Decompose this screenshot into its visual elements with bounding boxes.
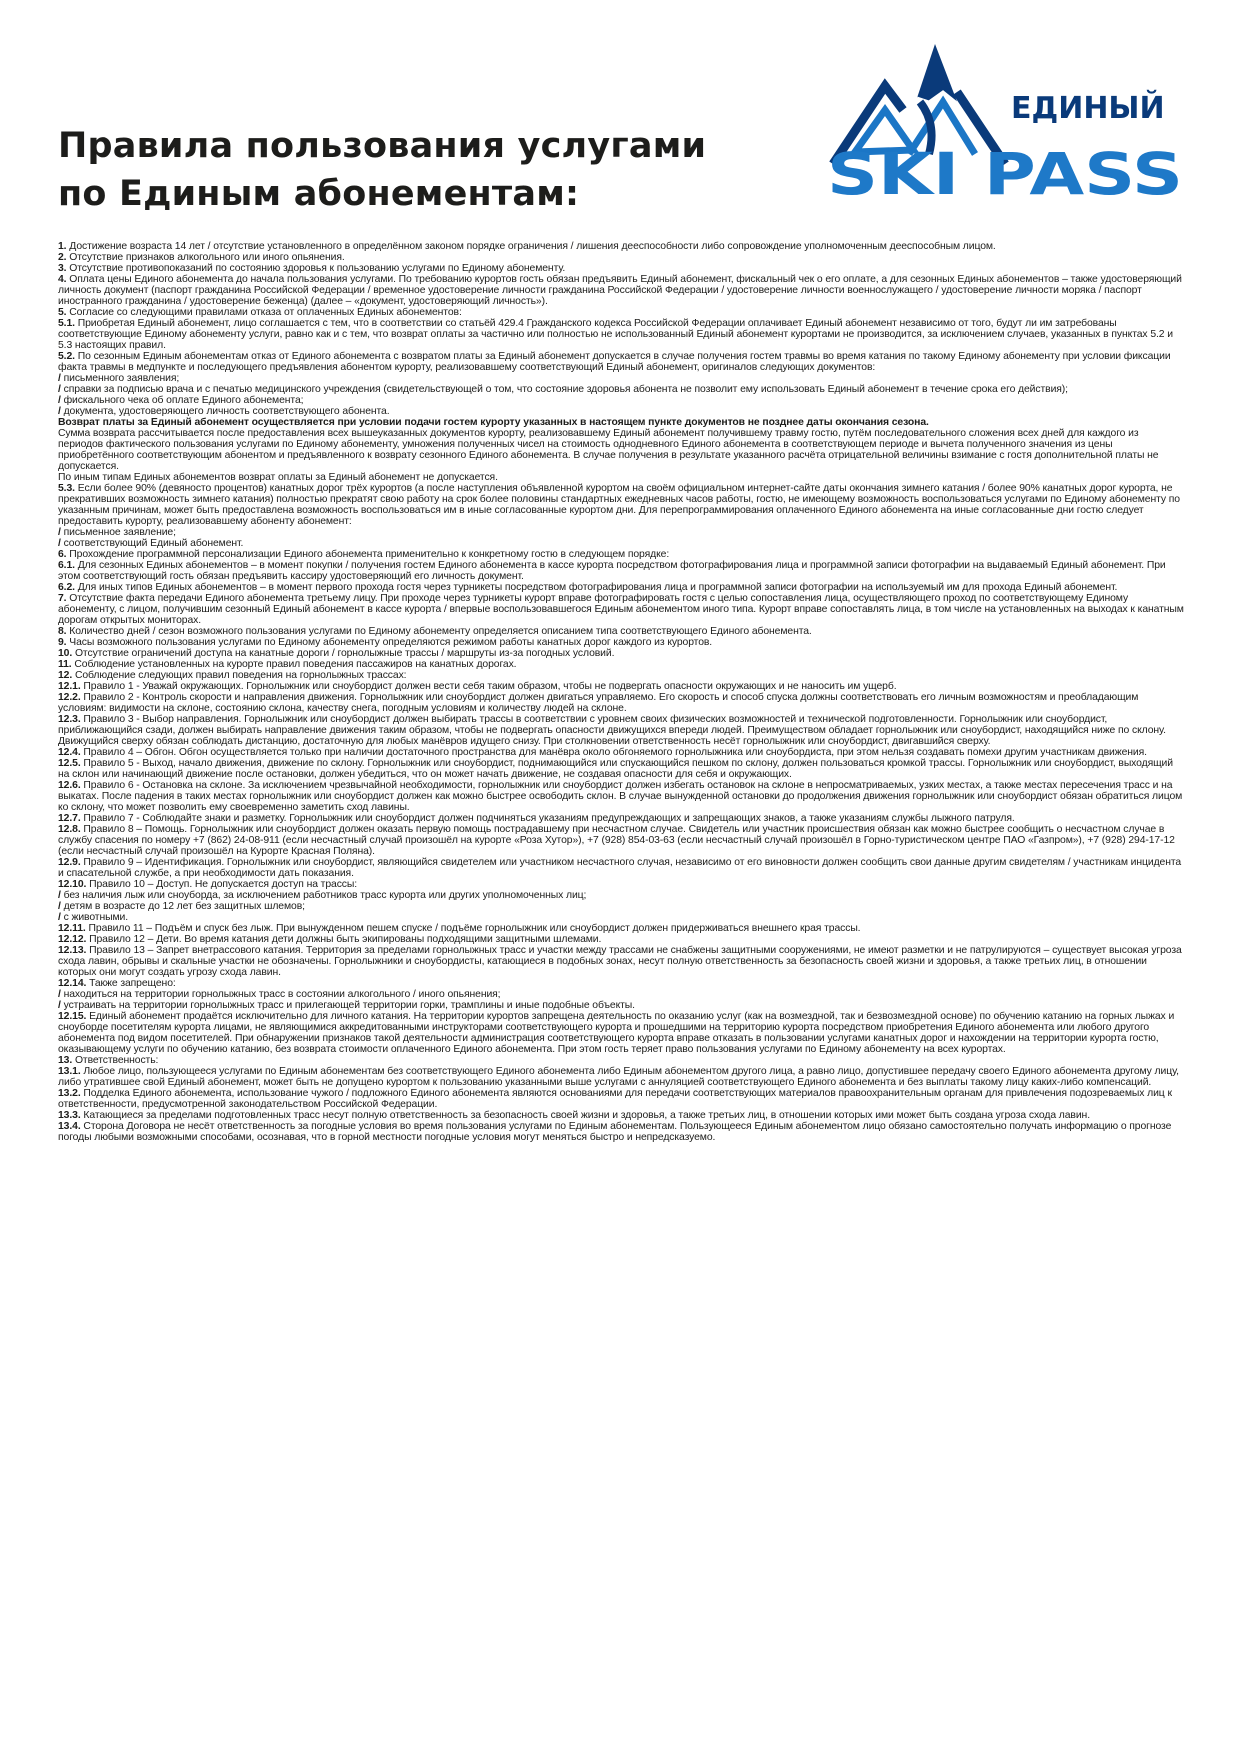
rule-text: Возврат платы за Единый абонемент осуществляется при условии подачи гостем курорту указанных в настоящем пункте документов не позднее даты окончания сезона. (58, 417, 929, 428)
rule-item (58, 307, 1186, 318)
rule-item (58, 318, 1186, 351)
rule-number: 12.1. (58, 681, 81, 692)
rule-item (58, 483, 1186, 527)
rule-item (58, 923, 1186, 934)
rule-text: соответствующий Единый абонемент. (63, 538, 244, 549)
rule-item (58, 527, 1186, 538)
logo-top-word: ЕДИНЫЙ (1011, 91, 1165, 126)
rule-text: Правило 12 – Дети. Во время катания дети должны быть экипированы подходящими защитными шлемами. (89, 934, 602, 945)
rule-number: 12.6. (58, 780, 81, 791)
rule-item (58, 670, 1186, 681)
rule-item (58, 989, 1186, 1000)
rule-number: 5. (58, 307, 67, 318)
rule-text: Прохождение программной персонализации Единого абонемента применительно к конкретному гостю в следующем порядке: (69, 549, 670, 560)
rule-text: Также запрещено: (89, 978, 176, 989)
rule-number: 8. (58, 626, 67, 637)
rule-number: 12. (58, 670, 73, 681)
rule-number: 6.1. (58, 560, 75, 571)
rule-text: Отсутствие ограничений доступа на канатные дороги / горнолыжные трассы / маршруты из-за погодных условий. (74, 648, 615, 659)
rule-item (58, 582, 1186, 593)
rule-text: Правило 6 - Остановка на склоне. За исключением чрезвычайной необходимости, горнолыжник или сноубордист должен избегать остановок на склоне в непросматриваемых, узких местах, а также местах пересечения трасс и на выкатах. После падения в таких местах горнолыжник или сноубордист должен как можно быстрее освободить склон. В случае вынужденной остановки до продолжения движения горнолыжник или сноубордист обязан обратиться лицом ко склону, что может позволить ему своевременно заметить сход лавины. (58, 780, 1183, 813)
rule-item (58, 263, 1186, 274)
rule-item (58, 373, 1186, 384)
rule-text: Ответственность: (74, 1055, 159, 1066)
rule-item (58, 1121, 1186, 1143)
rule-text: письменного заявления; (63, 373, 180, 384)
rule-number: 13. (58, 1055, 73, 1066)
rule-number: / (58, 406, 61, 417)
rule-item (58, 747, 1186, 758)
rule-text: справки за подписью врача и с печатью медицинского учреждения (свидетельствующей о том, что состояние здоровья абонента не позволит ему использовать Единый абонемент в течение срока его действия); (63, 384, 1068, 395)
rule-number: / (58, 890, 61, 901)
rule-item (58, 879, 1186, 890)
rule-item (58, 593, 1186, 626)
rule-number: 12.7. (58, 813, 81, 824)
rule-number: 9. (58, 637, 67, 648)
rule-number: / (58, 538, 61, 549)
rule-number: 6.2. (58, 582, 75, 593)
rule-text: По сезонным Единым абонементам отказ от Единого абонемента с возвратом платы за Единый абонемент допускается в случае получения гостем травмы во время катания по такому Единому абонементу при условии фиксации факта травмы в медпункте и последующего предъявления абонентом курорту, реализовавшему соответствующий Единый абонемент, оригиналов следующих документов: (58, 351, 1171, 373)
rule-number: 5.2. (58, 351, 75, 362)
rule-text: Согласие со следующими правилами отказа от оплаченных Единых абонементов: (69, 307, 462, 318)
rule-item (58, 406, 1186, 417)
rule-text: без наличия лыж или сноуборда, за исключением работников трасс курорта или других уполномоченных лиц; (63, 890, 587, 901)
rule-number: / (58, 373, 61, 384)
rule-text: Если более 90% (девяносто процентов) канатных дорог трёх курортов (а после наступления объявленной курортом на своём официальном интернет-сайте даты окончания зимнего катания / более 90% канатных дорог курорта, не прекративших возможность зимнего катания) полностью прекратят свою работу на срок более половины стандартных ежедневных часов работы, гостю, не имеющему возможность воспользоваться услугами по Единому абонементу по указанным причинам, может быть предоставлена возможность воспользоваться им в иные согласованные курортом дни. Для перепрограммирования оплаченного Единого абонемента на иные согласованные дни гостю следует предоставить курорту, реализовавшему абоненту абонемент: (58, 483, 1180, 527)
rule-item (58, 1011, 1186, 1055)
rule-number: 13.3. (58, 1110, 81, 1121)
rule-text: Правило 13 – Запрет внетрассового катания. Территория за пределами горнолыжных трасс и участки между трассами не снабжены защитными сооружениями, не имеют разметки и не патрулируются – существует высокая угроза схода лавин, обрывы и скальные участки не обозначены. Горнолыжники и сноубордисты, катающиеся в подобных зонах, несут полную ответственность за безопасность своей жизни и здоровья, а также третьих лиц, в отношении которых они могут создать угрозу схода лавин. (58, 945, 1182, 978)
rule-item (58, 912, 1186, 923)
rule-text: Правило 9 – Идентификация. Горнолыжник или сноубордист, являющийся свидетелем или участником несчастного случая, независимо от его виновности должен сообщить свои данные другим свидетелям / участникам инцидента и спасательной службе, а при необходимости дать показания. (58, 857, 1182, 879)
logo-main-word: SKI PASS (827, 140, 1183, 208)
rules-list (58, 241, 1186, 1143)
rule-text: Часы возможного пользования услугами по Единому абонементу определяются режимом работы канатных дорог каждого из курортов. (69, 637, 713, 648)
rule-item (58, 714, 1186, 747)
title-line-1: Правила пользования услугами (58, 126, 707, 166)
rule-item (58, 758, 1186, 780)
rule-text: Достижение возраста 14 лет / отсутствие установленного в определённом законом порядке ограничения / лишения дееспособности либо сопровождение уполномоченным дееспособным лицом. (69, 241, 996, 252)
rule-item (58, 417, 1186, 428)
rule-item (58, 1088, 1186, 1110)
rule-text: Приобретая Единый абонемент, лицо соглашается с тем, что в соответствии со статьёй 429.4 Гражданского кодекса Российской Федерации оплачивает Единый абонемент независимо от того, будут ли им затребованы соответствующие Единому абонементу услуги, равно как и с тем, что возврат оплаты за частично или полностью не использованный Единый абонемент курортами не производится, за исключением случаев, указанных в пунктах 5.2 и 5.3 настоящих правил. (58, 318, 1173, 351)
rule-number: 12.4. (58, 747, 81, 758)
rule-item (58, 626, 1186, 637)
rule-text: Правило 4 – Обгон. Обгон осуществляется только при наличии достаточного пространства для манёвра около обгоняемого горнолыжника или сноубордиста, при этом нельзя создавать помехи другим участникам движения. (83, 747, 1147, 758)
rule-number: / (58, 527, 61, 538)
rule-number: 12.15. (58, 1011, 87, 1022)
rule-item (58, 538, 1186, 549)
rule-text: Оплата цены Единого абонемента до начала пользования услугами. По требованию курортов гость обязан предъявить Единый абонемент, фискальный чек о его оплате, а для сезонных Единых абонементов – также удостоверяющий личность документ (паспорт гражданина Российской Федерации / временное удостоверение личности гражданина Российской Федерации / удостоверение личности военнослужащего / удостоверение личности моряка / паспорт иностранного гражданина / удостоверение беженца) (далее – «документ, удостоверяющий личность»). (58, 274, 1182, 307)
rule-number: 12.10. (58, 879, 87, 890)
rule-item (58, 934, 1186, 945)
rule-number: 12.2. (58, 692, 81, 703)
rule-text: Катающиеся за пределами подготовленных трасс несут полную ответственность за безопасность своей жизни и здоровья, а также третьих лиц, в отношении которых ими может быть создана угроза схода лавин. (83, 1110, 1090, 1121)
rule-text: Подделка Единого абонемента, использование чужого / подложного Единого абонемента являются основаниями для передачи соответствующих материалов правоохранительным органам для привлечения подозреваемых лиц к ответственности, предусмотренной законодательством Российской Федерации. (58, 1088, 1172, 1110)
rule-text: Единый абонемент продаётся исключительно для личного катания. На территории курортов запрещена деятельность по оказанию услуг (как на возмездной, так и безвозмездной основе) по обучению катанию на горных лыжах и сноуборде посетителям курорта лицами, не являющимися аккредитованными инструкторами соответствующего курорта и прошедшими на территорию курорта посредством приобретения Единого абонемента или любого другого абонемента под видом посетителей. При обнаружении признаков такой деятельности администрация соответствующего курорта вправе отказать в пользовании услугами канатных дорог и нахождении на территории курорта гостю, оказывающему услуги по обучению катанию, без возврата стоимости оплаченного Единого абонемента. При этом гость теряет право пользования услугами по Единому абонементу на всех курортах. (58, 1011, 1175, 1055)
rule-text: Любое лицо, пользующееся услугами по Единым абонементам без соответствующего Единого абонемента либо Единым абонементом другого лица, а равно лицо, допустившее передачу своего Единого абонемента другому лицу, либо утратившее свой Единый абонемент, может быть не допущено курортом к пользованию указанными выше услугами с аннуляцией соответствующего Единого абонемента и без выплаты такому лицу каких-либо компенсаций. (58, 1066, 1179, 1088)
rule-text: Правило 8 – Помощь. Горнолыжник или сноубордист должен оказать первую помощь пострадавшему при несчастном случае. Свидетель или участник происшествия обязан как можно быстрее сообщить о несчастном случае в службу спасения по номеру +7 (862) 24-08-911 (если несчастный случай произошёл на курорте «Роза Хутор»), +7 (928) 854-03-63 (если несчастный случай произошёл в Горно-туристическом центре ПАО «Газпром»), +7 (928) 294-17-12 (если несчастный случай произошёл на Курорте Красная Поляна). (58, 824, 1175, 857)
rule-text: Правило 3 - Выбор направления. Горнолыжник или сноубордист должен выбирать трассы в соответствии с уровнем своих физических возможностей и технической подготовленности. Горнолыжник или сноубордист, приближающийся сзади, должен выбирать направление движения таким образом, чтобы не подвергать опасности движущихся впереди людей. Преимуществом обладает горнолыжник или сноубордист, находящийся ниже по склону. Движущийся сверху обязан соблюдать дистанцию, достаточную для любых манёвров идущего снизу. При столкновении ответственность несёт горнолыжник или сноубордист, двигавшийся сверху. (58, 714, 1166, 747)
rule-number: 13.2. (58, 1088, 81, 1099)
rule-item (58, 472, 1186, 483)
rule-text: Правило 11 – Подъём и спуск без лыж. При вынужденном пешем спуске / подъёме горнолыжник или сноубордист должен придерживаться внешнего края трассы. (88, 923, 861, 934)
rule-item (58, 274, 1186, 307)
rule-number: 12.14. (58, 978, 87, 989)
rule-number: / (58, 901, 61, 912)
rule-number: 6. (58, 549, 67, 560)
ski-pass-logo-graphic (825, 42, 1185, 212)
rule-item (58, 395, 1186, 406)
rule-number: / (58, 1000, 61, 1011)
rule-item (58, 1000, 1186, 1011)
ski-pass-logo (825, 42, 1185, 212)
rule-number: 13.1. (58, 1066, 81, 1077)
rule-item (58, 637, 1186, 648)
rule-text: Сумма возврата рассчитывается после предоставления всех вышеуказанных документов курорту, реализовавшему Единый абонемент получившему травму гостю, путём последовательного сложения всех дней для каждого из периодов фактического пользования услугами по Единому абонементу, умножения полученных чисел на стоимость однодневного Единого абонемента в соответствующем периоде и вычета полученного значения из цены приобретённого соответствующим абонентом и предъявленного к возврату сезонного Единого абонемента. В случае получения в результате указанного расчёта отрицательной величины взимание с гостя дополнительной платы не допускается. (58, 428, 1159, 472)
rule-item (58, 560, 1186, 582)
rule-item (58, 659, 1186, 670)
rule-text: документа, удостоверяющего личность соответствующего абонента. (63, 406, 390, 417)
rule-number: 4. (58, 274, 67, 285)
rule-text: Правило 1 - Уважай окружающих. Горнолыжник или сноубордист должен вести себя таким образом, чтобы не подвергать опасности окружающих и не наносить им ущерб. (83, 681, 897, 692)
rule-text: Правило 5 - Выход, начало движения, движение по склону. Горнолыжник или сноубордист, поднимающийся или спускающийся пешком по склону, должен пользоваться кромкой трассы. Горнолыжник или сноубордист, выходящий на склон или начинающий движение после остановки, должен убедиться, что он может начать движение, не создавая опасности для себя и окружающих. (58, 758, 1173, 780)
rule-number: / (58, 384, 61, 395)
title-line-2: по Единым абонементам: (58, 174, 580, 214)
rule-number: 12.5. (58, 758, 81, 769)
rule-item (58, 428, 1186, 472)
rule-text: По иным типам Единых абонементов возврат оплаты за Единый абонемент не допускается. (58, 472, 498, 483)
rule-number: 1. (58, 241, 67, 252)
page-title (58, 122, 706, 218)
rule-item (58, 780, 1186, 813)
rule-number: 11. (58, 659, 72, 670)
rule-item (58, 813, 1186, 824)
rule-text: с животными. (63, 912, 128, 923)
rule-item (58, 1110, 1186, 1121)
rule-number: / (58, 989, 61, 1000)
rule-item (58, 351, 1186, 373)
rule-item (58, 978, 1186, 989)
rule-item (58, 549, 1186, 560)
rule-text: Для иных типов Единых абонементов – в момент первого прохода гостя через турникеты посредством фотографирования лица и программной записи фотографии на используемый им для прохода Единый абонемент. (77, 582, 1118, 593)
rule-text: Отсутствие противопоказаний по состоянию здоровья к пользованию услугами по Единому абонементу. (69, 263, 566, 274)
rule-text: Сторона Договора не несёт ответственность за погодные условия во время пользования услугами по Единым абонементам. Пользующееся Единым абонементом лицо обязано самостоятельно получать информацию о прогнозе погоды любыми возможными способами, осознавая, что в горной местности погодные условия могут меняться быстро и непредсказуемо. (58, 1121, 1172, 1143)
rule-text: детям в возрасте до 12 лет без защитных шлемов; (63, 901, 305, 912)
rule-item (58, 241, 1186, 252)
rule-number: 5.1. (58, 318, 75, 329)
rule-text: Отсутствие факта передачи Единого абонемента третьему лицу. При проходе через турникеты курорт вправе фотографировать гостя с целью сопоставления лица, осуществляющего проход по соответствующему Единому абонементу, с лицом, получившим сезонный Единый абонемент в кассе курорта / впервые воспользовавшегося Единым абонементом иного типа. Курорт вправе сопоставлять лица, в том числе на установленных на выходах к канатным дорогам открытых мониторах. (58, 593, 1184, 626)
rule-text: Количество дней / сезон возможного пользования услугами по Единому абонементу определяется описанием типа соответствующего Единого абонемента. (69, 626, 812, 637)
rule-item (58, 384, 1186, 395)
rule-item (58, 824, 1186, 857)
rule-item (58, 648, 1186, 659)
rule-text: Для сезонных Единых абонементов – в момент покупки / получения гостем Единого абонемента в кассе курорта посредством фотографирования лица и программной записи фотографии на выдаваемый Единый абонемент. При этом соответствующий гость обязан предъявить кассиру удостоверяющий его личность документ. (58, 560, 1166, 582)
rule-text: Соблюдение установленных на курорте правил поведения пассажиров на канатных дорогах. (74, 659, 517, 670)
rule-number: 13.4. (58, 1121, 81, 1132)
rule-item (58, 252, 1186, 263)
rule-text: Правило 10 – Доступ. Не допускается доступ на трассы: (89, 879, 358, 890)
rule-text: Отсутствие признаков алкогольного или иного опьянения. (69, 252, 345, 263)
rule-text: Соблюдение следующих правил поведения на горнолыжных трассах: (74, 670, 407, 681)
rule-text: Правило 7 - Соблюдайте знаки и разметку. Горнолыжник или сноубордист должен подчиняться указаниям предупреждающих и запрещающих знаков, а также указаниям службы лыжного патруля. (83, 813, 1015, 824)
rule-item (58, 890, 1186, 901)
rule-item (58, 945, 1186, 978)
rule-number: 12.3. (58, 714, 81, 725)
rule-number: 3. (58, 263, 67, 274)
rule-number: 12.13. (58, 945, 87, 956)
rule-item (58, 857, 1186, 879)
rule-text: письменное заявление; (63, 527, 176, 538)
rule-number: / (58, 395, 61, 406)
rule-text: находиться на территории горнолыжных трасс в состоянии алкогольного / иного опьянения; (63, 989, 501, 1000)
rule-text: фискального чека об оплате Единого абонемента; (63, 395, 304, 406)
rule-number: 2. (58, 252, 67, 263)
rule-number: 12.9. (58, 857, 81, 868)
rule-item (58, 681, 1186, 692)
rule-item (58, 1055, 1186, 1066)
rule-number: 5.3. (58, 483, 75, 494)
rule-number: 12.12. (58, 934, 87, 945)
rule-number: 10. (58, 648, 73, 659)
rule-number: / (58, 912, 61, 923)
rule-text: Правило 2 - Контроль скорости и направления движения. Горнолыжник или сноубордист должен двигаться управляемо. Его скорость и способ спуска должны соответствовать его личным возможностям и преобладающим условиям: видимости на склоне, состоянию склона, качеству снега, погодным условиям и количеству людей на склоне. (58, 692, 1139, 714)
rule-number: 12.8. (58, 824, 81, 835)
rule-item (58, 692, 1186, 714)
rule-number: 12.11. (58, 923, 86, 934)
rule-item (58, 901, 1186, 912)
rule-text: устраивать на территории горнолыжных трасс и прилегающей территории горки, трамплины и иные подобные объекты. (63, 1000, 635, 1011)
rule-number: 7. (58, 593, 67, 604)
rule-item (58, 1066, 1186, 1088)
